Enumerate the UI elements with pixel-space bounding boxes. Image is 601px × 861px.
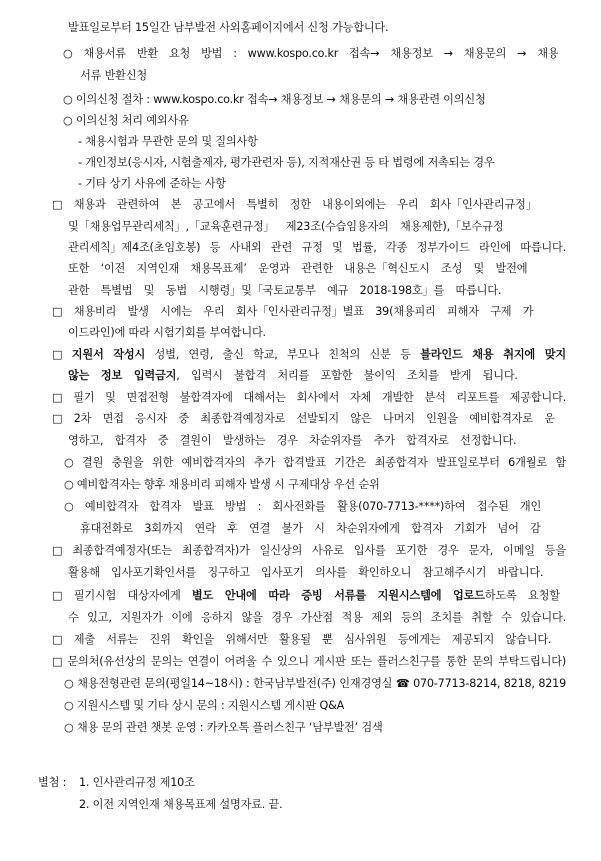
text-line: 수 있고, 지원자가 이에 응하지 않을 경우 가산점 적용 제외 등의 조치를 취할 수 있습니다. xyxy=(68,611,566,624)
attachments-label: 별첨 : xyxy=(38,776,67,789)
text-line: □ 채용비리 발생 시에는 우리 회사「인사관리규정」별표 39(채용피리 피해자 구제 가 xyxy=(52,305,534,318)
text-line: 관리세칙」제4조(초임호봉) 등 사내외 관련 규정 및 법률, 각종 정부가이드 라인에 따릅니다. xyxy=(68,241,566,254)
text-line: 영하고, 합격자 중 결원이 발생하는 경우 차순위자를 추가 합격자로 선정합니다. xyxy=(68,434,517,447)
text-line: - 기타 상기 사유에 준하는 사항 xyxy=(78,177,226,190)
text-line: ○ 지원시스템 및 기타 상시 문의 : 지원시스템 게시판 Q&A xyxy=(64,699,345,712)
text-line: ○ 채용 문의 관련 챗봇 운영 : 카카오톡 플러스친구 ‘남부발전’ 검색 xyxy=(64,721,383,734)
text-line: 및「채용업무관리세칙」,「교육훈련규정」 제23조(수습임용자의 채용제한),「보수규정 xyxy=(68,220,504,233)
text-line: ○ 이의신청 절차 : www.kospo.co.kr 접속→ 채용정보 → 채용문의 → 채용관련 이의신청 xyxy=(63,93,486,106)
text-line-emphasis: □ 지원서 작성시 성별, 연령, 출신 학교, 부모나 친척의 신분 등 블라인드 채용 취지에 맞지 xyxy=(52,348,566,361)
text-line: - 개인정보(응시자, 시험출제자, 평가관련자 등), 지적재산권 등 타 법령에 저촉되는 경우 xyxy=(78,156,495,169)
text-line: 휴대전화로 3회까지 연락 후 연결 불가 시 차순위자에게 합격자 기회가 넘어 감 xyxy=(80,522,541,535)
text-line: □ 2차 면접 응시자 중 최종합격예정자로 선발되지 않은 나머지 인원을 예비합격자로 운 xyxy=(52,412,555,425)
text-line-emphasis: 않는 정보 입력금지, 입력시 불합격 처리를 포함한 불이익 조치를 받게 됩니다. xyxy=(68,369,518,382)
text-line: □ 최종합격예정자(또는 최종합격자)가 일신상의 사유로 입사를 포기한 경우 문자, 이메일 등을 xyxy=(52,544,566,557)
text-line: ○ 채용전형관련 문의(평일14~18시) : 한국남부발전(주) 인재경영실 ☎ 070-7713-8214, 8218, 8219 xyxy=(64,677,566,690)
text-line: ○ 결원 충원을 위한 예비합격자의 추가 합격발표 기간은 최종합격자 발표일로부터 6개월로 함 xyxy=(64,456,566,469)
text-line: □ 채용과 관련하여 본 공고에서 특별히 정한 내용이외에는 우리 회사「인사관리규정」 xyxy=(52,198,537,211)
text-line: 발표일로부터 15일간 남부발전 사외홈페이지에서 신청 가능합니다. xyxy=(68,21,389,34)
text-line: □ 문의처(유선상의 문의는 연결이 어려울 수 있으니 게시판 또는 플러스친구를 통한 문의 부탁드립니다) xyxy=(52,655,566,668)
text-line: 또한 ‘이전 지역인재 채용목표제’ 운영과 관련한 내용은「혁신도시 조성 및 발전에 xyxy=(68,262,528,275)
text-line: 서류 반환신청 xyxy=(80,69,147,82)
text-line: 활용해 입사포기확인서를 징구하고 입사포기 의사를 확인하오니 참고해주시기 바랍니다. xyxy=(68,566,544,579)
text-line-emphasis: □ 필기시험 대상자에게 별도 안내에 따라 증빙 서류를 지원시스템에 업로드하도록 요청할 xyxy=(52,589,560,602)
text-line: 이드라인)에 따라 시험기회를 부여합니다. xyxy=(68,326,266,339)
attachment-item: 1. 인사관리규정 제10조 xyxy=(79,776,195,789)
text-line: ○ 예비합격자는 향후 채용비리 피해자 발생 시 구제대상 우선 순위 xyxy=(64,478,380,491)
text-line: - 채용시험과 무관한 문의 및 질의사항 xyxy=(78,135,258,148)
text-line: 관한 특별법 및 동법 시행령」및「국토교통부 예규 2018-198호」를 따릅니다. xyxy=(68,284,502,297)
text-line: □ 제출 서류는 진위 확인을 위해서만 활용될 뿐 심사위원 등에게는 제공되지 않습니다. xyxy=(52,633,552,646)
text-line: ○ 채용서류 반환 요청 방법 : www.kospo.co.kr 접속→ 채용정보 → 채용문의 → 채용 xyxy=(63,47,559,60)
attachment-item: 2. 이전 지역인재 채용목표제 설명자료. 끝. xyxy=(79,798,283,811)
text-line: ○ 예비합격자 합격자 발표 방법 : 회사전화를 활용(070-7713-****)하여 접수된 개인 xyxy=(64,500,542,513)
text-line: □ 필기 및 면접전형 불합격자에 대해서는 회사에서 자체 개발한 분석 리포트를 제공합니다. xyxy=(52,391,566,404)
text-line: ○ 이의신청 처리 예외사유 xyxy=(63,114,189,127)
